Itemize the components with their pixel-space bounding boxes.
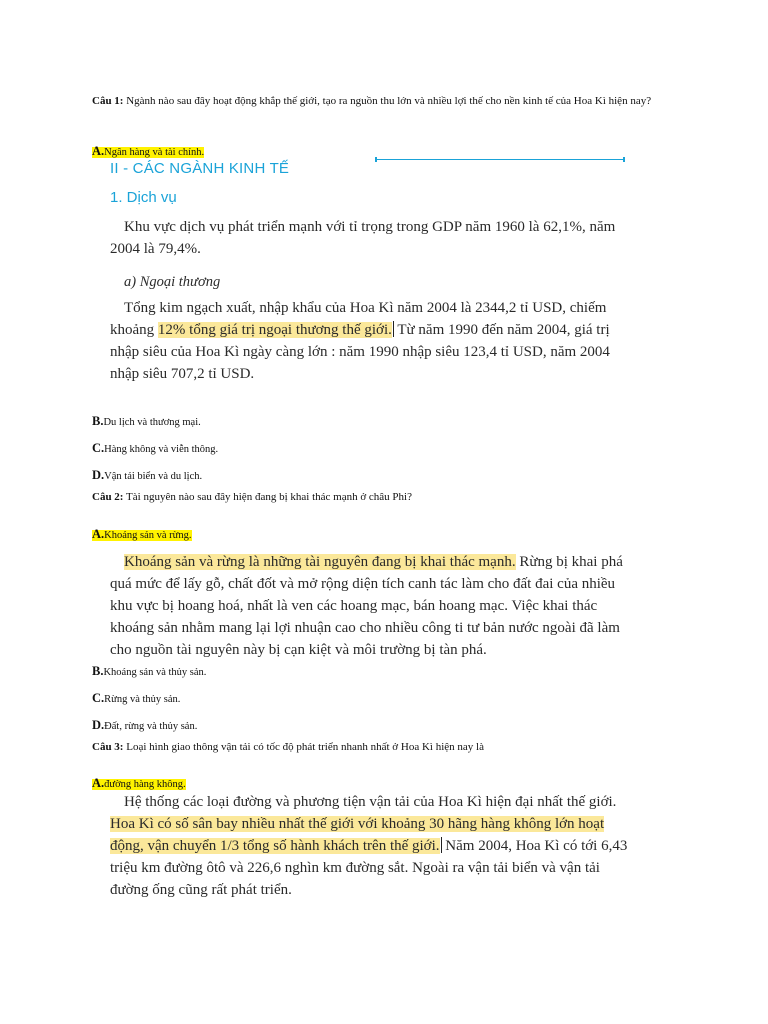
question-2-text: Tài nguyên nào sau đây hiện đang bị khai thác mạnh ở châu Phi?	[123, 491, 412, 503]
q2-option-d-text: Đất, rừng và thủy sản.	[104, 721, 198, 732]
q2-option-b-letter: B.	[92, 664, 104, 678]
q1-answer-a-text: Ngân hàng và tài chính.	[104, 147, 205, 158]
q1-answer-a-letter: A.	[92, 144, 105, 158]
q2-option-c-letter: C.	[92, 691, 105, 705]
q2-option-d	[92, 718, 197, 733]
q2-option-b	[92, 664, 206, 679]
q1-option-c-letter: C.	[92, 441, 105, 455]
q2-answer-a-letter: A.	[92, 527, 105, 541]
q2-option-d-letter: D.	[92, 718, 105, 732]
q1-option-d-text: Vận tải biển và du lịch.	[104, 471, 203, 482]
question-3-label: Câu 3:	[92, 741, 124, 753]
q2-option-c	[92, 691, 180, 706]
question-1-text: Ngành nào sau đây hoạt động khắp thế giới, tạo ra nguồn thu lớn và nhiều lợi thế cho nền kinh tế của Hoa Kì hiện nay?	[123, 95, 652, 107]
excerpt-1-paragraph-2	[110, 297, 630, 385]
q3-answer-a	[92, 776, 186, 791]
excerpt-1-p2-before: Tổng kim ngạch xuất, nhập khẩu của Hoa Kì năm 2004 là 2344,2 tỉ USD, chiếm khoảng	[110, 300, 607, 338]
question-2-label: Câu 2:	[92, 491, 124, 503]
excerpt-1-paragraph-1: Khu vực dịch vụ phát triển mạnh với tỉ trọng trong GDP năm 1960 là 62,1%, năm 2004 là 79,4%.	[110, 219, 616, 257]
q1-option-b	[92, 414, 201, 429]
q3-answer-a-letter: A.	[92, 776, 105, 790]
subsection-title: 1. Dịch vụ	[110, 189, 177, 206]
section-title: II - CÁC NGÀNH KINH TẾ	[110, 160, 290, 177]
q1-option-c	[92, 441, 218, 456]
q1-option-b-letter: B.	[92, 414, 104, 428]
q2-option-c-text: Rừng và thủy sản.	[104, 694, 181, 705]
excerpt-1-p2-after: Từ năm 1990 đến năm 2004, giá trị nhập siêu của Hoa Kì ngày càng lớn : năm 1990 nhập siêu 123,4 tỉ USD, năm 2004 nhập siêu 707,2 tỉ USD.	[110, 322, 610, 382]
question-3	[92, 740, 692, 755]
excerpt-3-after: Năm 2004, Hoa Kì có tới 6,43 triệu km đường ôtô và 226,6 nghìn km đường sắt. Ngoài ra vận tải biển và vận tải đường ống cũng rất phát triển.	[110, 838, 628, 898]
q2-answer-a-text: Khoáng sản và rừng.	[104, 530, 192, 541]
excerpt-2-rest: Rừng bị khai phá quá mức để lấy gỗ, chất đốt và mở rộng diện tích canh tác làm cho đất đai của nhiều khu vực bị hoang hoá, nhất là ven các hoang mạc, bán hoang mạc. Việc khai thác khoáng sản nhằm mang lại lợi nhuận cao cho nhiều công ti tư bản nước ngoài đã làm cho nguồn tài nguyên này bị cạn kiệt và môi trường bị tàn phá.	[110, 554, 623, 658]
q1-option-c-text: Hàng không và viễn thông.	[104, 444, 219, 455]
q1-option-d	[92, 468, 202, 483]
q1-option-b-text: Du lịch và thương mại.	[103, 417, 201, 428]
question-3-text: Loại hình giao thông vận tải có tốc độ phát triển nhanh nhất ở Hoa Kì hiện nay là	[123, 741, 484, 753]
question-1-label: Câu 1:	[92, 95, 124, 107]
section-decor-line	[375, 158, 625, 162]
q2-answer-a	[92, 527, 192, 542]
excerpt-3-highlight: Hoa Kì có số sân bay nhiều nhất thế giới với khoảng 30 hãng hàng không lớn hoạt động, vận chuyển 1/3 tổng số hành khách trên thế giới.	[110, 816, 605, 854]
q2-option-b-text: Khoáng sản và thủy sản.	[103, 667, 207, 678]
question-2	[92, 490, 692, 505]
excerpt-3-paragraph	[110, 791, 630, 901]
q3-answer-a-text: đường hàng không.	[104, 779, 186, 790]
excerpt-3-before: Hệ thống các loại đường và phương tiện vận tải của Hoa Kì hiện đại nhất thế giới.	[124, 794, 617, 810]
excerpt-1-p2-highlight: 12% tổng giá trị ngoại thương thế giới.	[157, 322, 392, 338]
question-1	[92, 94, 692, 109]
excerpt-2-paragraph	[110, 551, 630, 661]
q1-answer-a	[92, 144, 204, 159]
q1-option-d-letter: D.	[92, 468, 105, 482]
excerpt-2-highlight: Khoáng sản và rừng là những tài nguyên đang bị khai thác mạnh.	[124, 554, 516, 570]
excerpt-1-subheading: a) Ngoại thương	[124, 274, 221, 290]
